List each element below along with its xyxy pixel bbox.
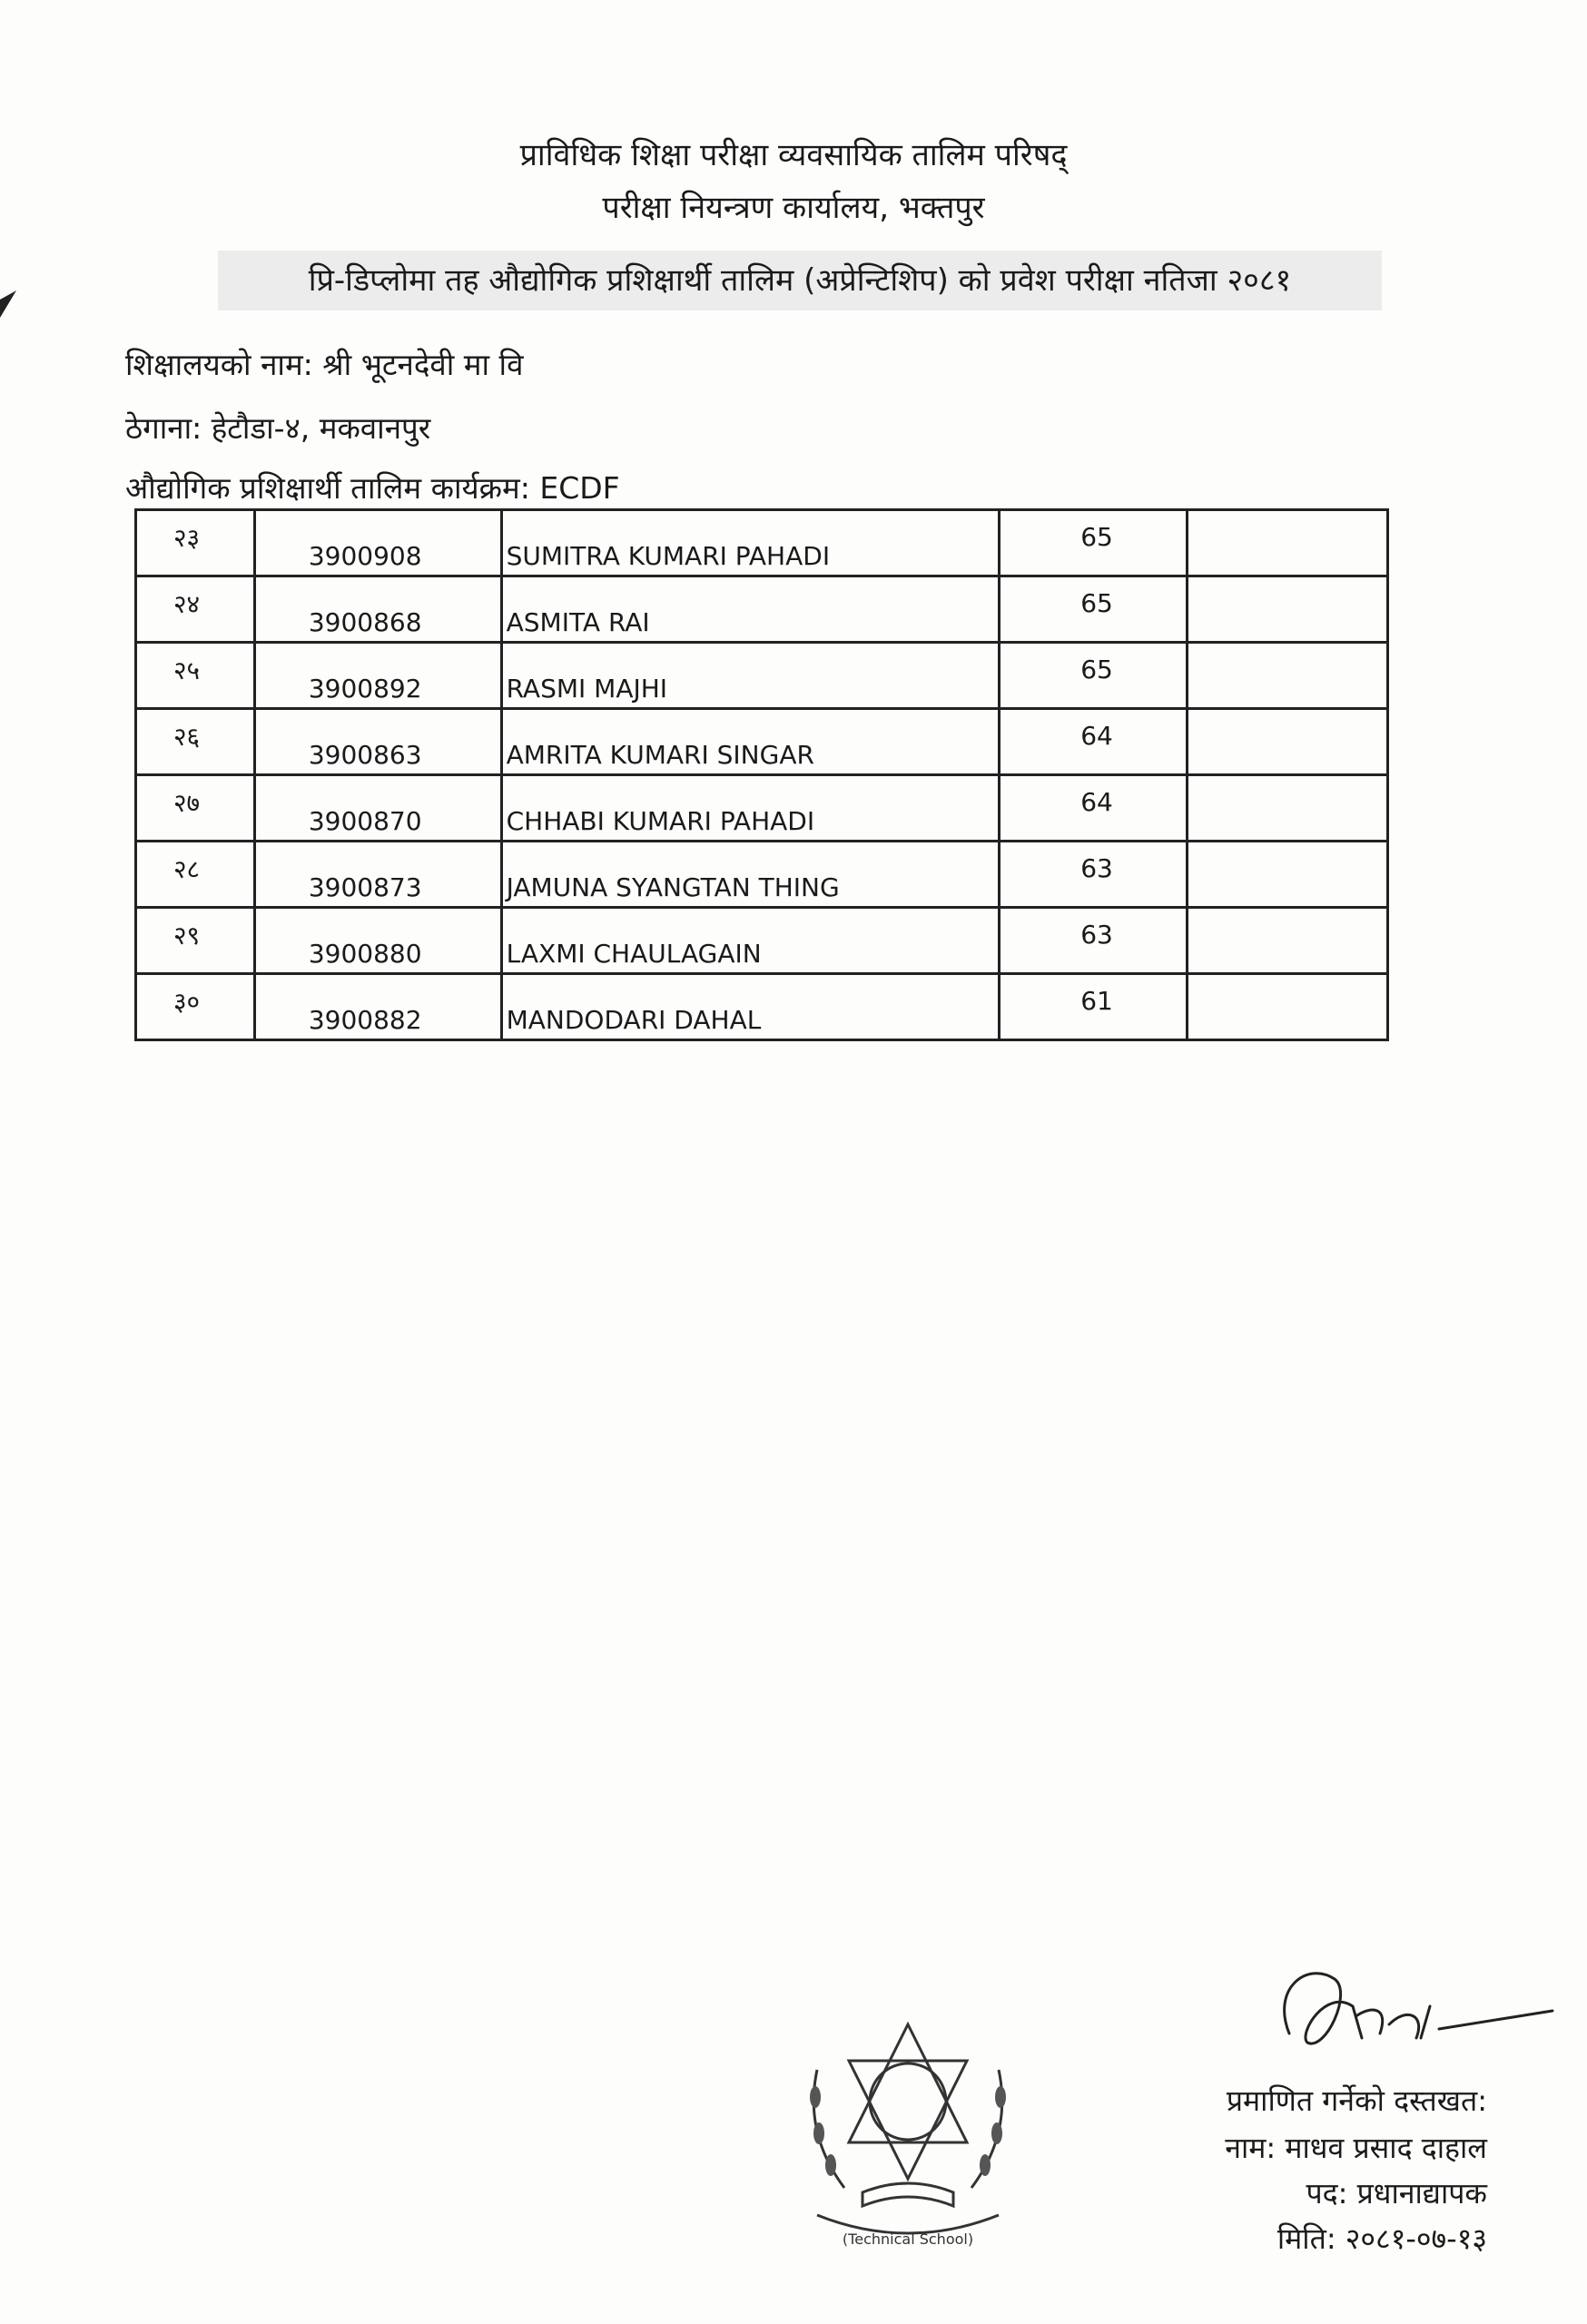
school-seal-icon — [790, 2006, 1026, 2251]
marks: 64 — [1080, 721, 1113, 751]
signer-name: नाम: माधव प्रसाद दाहाल — [1225, 2131, 1487, 2165]
serial-number: २८ — [173, 854, 201, 884]
roll-number: 3900863 — [308, 740, 422, 770]
table-row — [136, 775, 1388, 842]
marks: 65 — [1080, 522, 1113, 552]
student-name: ASMITA RAI — [506, 607, 650, 637]
serial-number: २९ — [173, 921, 201, 950]
serial-number: २४ — [173, 589, 201, 619]
roll-number: 3900870 — [308, 806, 422, 836]
roll-number: 3900882 — [308, 1005, 422, 1035]
signature-icon — [1271, 1952, 1571, 2061]
signature-label: प्रमाणित गर्नेको दस्तखत: — [1226, 2083, 1487, 2118]
table-row — [136, 643, 1388, 709]
svg-text:(Technical School): (Technical School) — [842, 2230, 974, 2248]
result-title: प्रि-डिप्लोमा तह औद्योगिक प्रशिक्षार्थी तालिम (अप्रेन्टिशिप) को प्रवेश परीक्षा नतिजा २०८१ — [218, 251, 1382, 310]
school-address: ठेगाना: हेटौडा-४, मकवानपुर — [125, 410, 431, 446]
table-row — [136, 510, 1388, 576]
roll-number: 3900880 — [308, 939, 422, 969]
serial-number: २७ — [173, 788, 201, 818]
student-name: JAMUNA SYANGTAN THING — [506, 872, 840, 902]
marks: 64 — [1080, 787, 1113, 817]
student-name: LAXMI CHAULAGAIN — [506, 939, 762, 969]
training-program: औद्योगिक प्रशिक्षार्थी तालिम कार्यक्रम: ECDF — [125, 470, 620, 506]
signature-date: मिति: २०८१-०७-१३ — [1276, 2221, 1487, 2256]
table-row — [136, 576, 1388, 643]
school-name: शिक्षालयको नाम: श्री भूटनदेवी मा वि — [125, 347, 524, 382]
council-name: प्राविधिक शिक्षा परीक्षा व्यवसायिक तालिम परिषद् — [519, 137, 1068, 173]
student-name: AMRITA KUMARI SINGAR — [506, 740, 814, 770]
marks: 63 — [1080, 853, 1113, 883]
roll-number: 3900908 — [308, 541, 422, 571]
office-name: परीक्षा नियन्त्रण कार्यालय, भक्तपुर — [602, 190, 985, 226]
table-row — [136, 842, 1388, 908]
table-row — [136, 974, 1388, 1040]
table-row — [136, 709, 1388, 775]
serial-number: ३० — [173, 987, 201, 1017]
results-table — [134, 508, 1389, 1041]
marks: 65 — [1080, 588, 1113, 618]
student-name: SUMITRA KUMARI PAHADI — [506, 541, 831, 571]
roll-number: 3900868 — [308, 607, 422, 637]
marks: 61 — [1080, 986, 1113, 1016]
roll-number: 3900873 — [308, 872, 422, 902]
table-row — [136, 908, 1388, 974]
marks: 65 — [1080, 655, 1113, 684]
serial-number: २३ — [173, 523, 201, 553]
student-name: MANDODARI DAHAL — [506, 1005, 762, 1035]
marks: 63 — [1080, 920, 1113, 950]
student-name: CHHABI KUMARI PAHADI — [506, 806, 815, 836]
signer-position: पद: प्रधानाद्यापक — [1306, 2176, 1487, 2211]
page-edge-mark-icon — [0, 290, 18, 327]
serial-number: २६ — [173, 722, 201, 752]
roll-number: 3900892 — [308, 674, 422, 704]
serial-number: २५ — [173, 655, 201, 685]
student-name: RASMI MAJHI — [506, 674, 668, 704]
